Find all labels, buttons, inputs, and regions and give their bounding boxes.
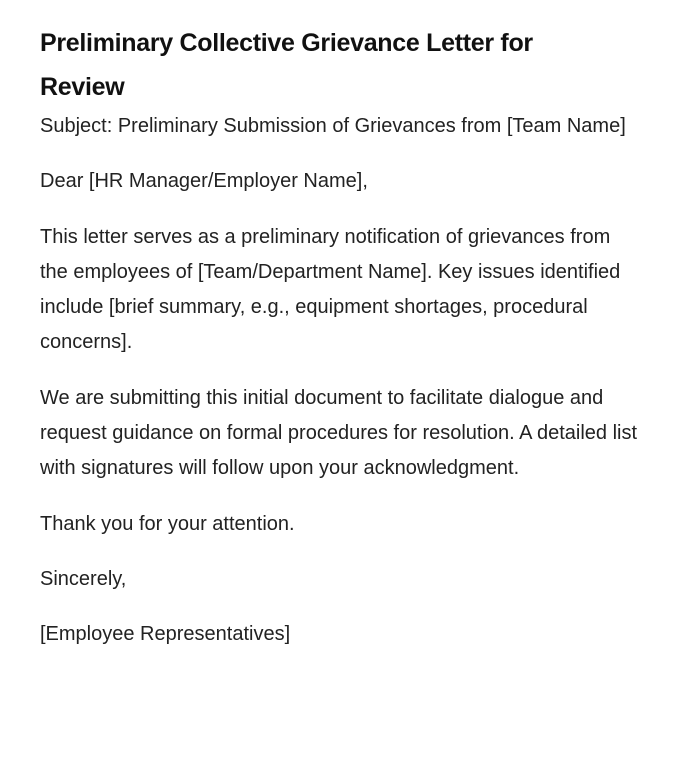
salutation: Dear [HR Manager/Employer Name],	[40, 170, 368, 193]
sign-off: Sincerely,	[40, 567, 127, 590]
signature: [Employee Representatives]	[40, 623, 291, 646]
body-paragraph-2: We are submitting this initial document to facilitate dialogue and request guidance on formal procedures for resolution. A detailed list with signatures will follow upon your acknowledgment.	[40, 386, 638, 480]
closing-thanks: Thank you for your attention.	[40, 512, 295, 535]
document-title: Preliminary Collective Grievance Letter for Review	[40, 29, 533, 101]
subject-line: Subject: Preliminary Submission of Grievances from [Team Name]	[40, 115, 626, 137]
body-paragraph-1: This letter serves as a preliminary notification of grievances from the employees of [Team/Department Name]. Key issues identified include [brief summary, e.g., equipment shortages, procedural concerns].	[40, 225, 621, 354]
